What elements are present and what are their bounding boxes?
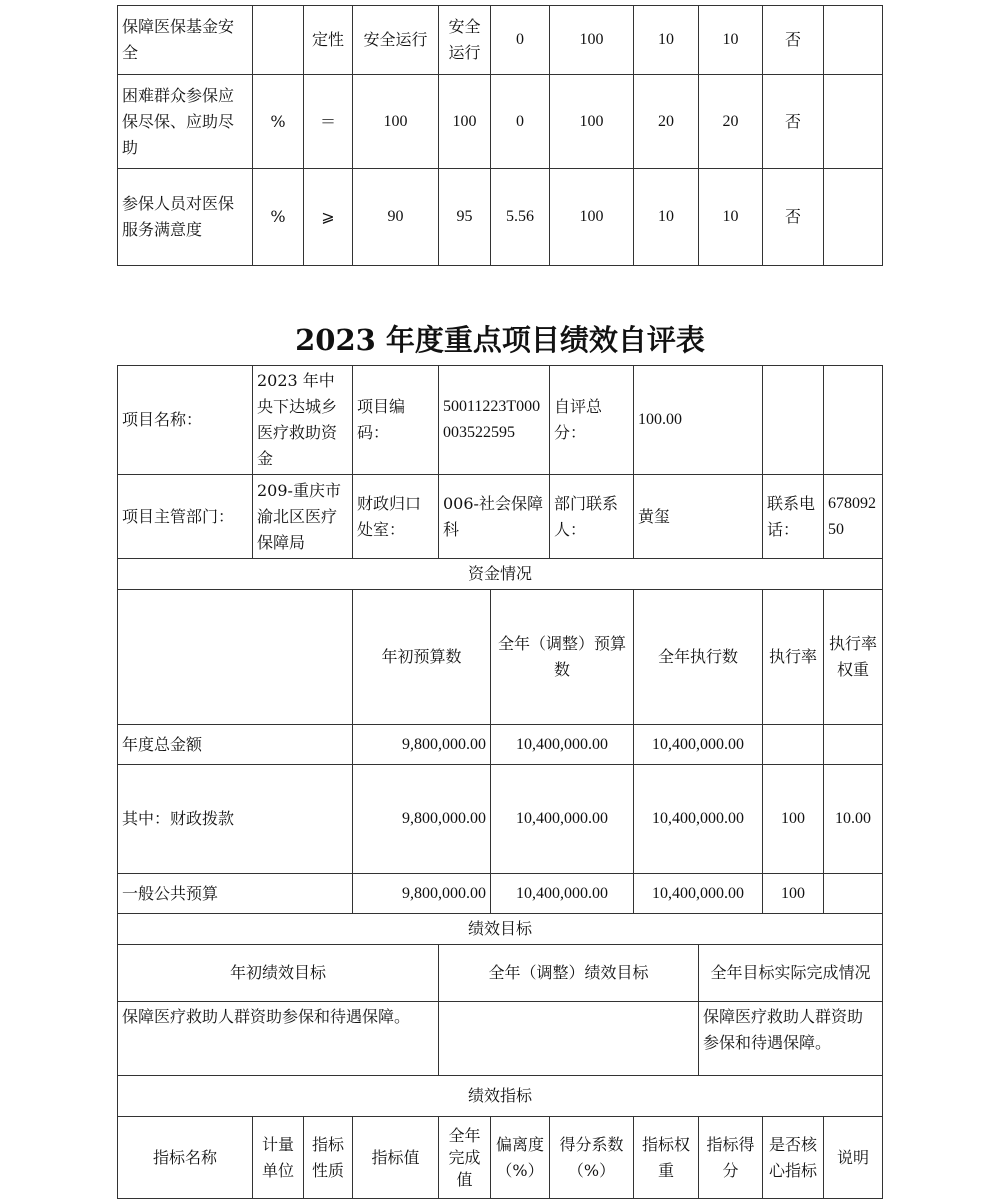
indicator-note	[824, 169, 883, 266]
funds-row-label: 其中：财政拨款	[118, 765, 353, 874]
indicator-weight: 10	[634, 169, 699, 266]
table-row	[118, 725, 883, 765]
indicator-weight: 10	[634, 6, 699, 75]
funds-header-adjusted: 全年（调整）预算数	[491, 590, 634, 725]
funds-rate	[763, 725, 824, 765]
funds-executed: 10,400,000.00	[634, 725, 763, 765]
funds-adjusted: 10,400,000.00	[491, 765, 634, 874]
section-header-row	[118, 559, 883, 590]
indicator-core: 否	[763, 75, 824, 169]
table-row	[118, 6, 883, 75]
funds-rate: 100	[763, 765, 824, 874]
funds-section-title: 资金情况	[118, 559, 883, 590]
indicator-actual: 安全运行	[439, 6, 491, 75]
funds-header-initial: 年初预算数	[353, 590, 491, 725]
self-score-value: 100.00	[634, 366, 763, 475]
dept-value: 209-重庆市渝北区医疗保障局	[253, 475, 353, 559]
indicator-score: 20	[699, 75, 763, 169]
goals-actual-header: 全年目标实际完成情况	[699, 945, 883, 1002]
indicator-continuation-table	[117, 5, 883, 266]
empty-cell	[763, 366, 824, 475]
goals-initial-header: 年初绩效目标	[118, 945, 439, 1002]
funds-row-label: 年度总金额	[118, 725, 353, 765]
goals-initial-text: 保障医疗救助人群资助参保和待遇保障。	[118, 1002, 439, 1076]
goals-adjusted-text	[439, 1002, 699, 1076]
goals-actual-text: 保障医疗救助人群资助参保和待遇保障。	[699, 1002, 883, 1076]
funds-adjusted: 10,400,000.00	[491, 725, 634, 765]
contact-label: 部门联系人：	[550, 475, 634, 559]
funds-initial: 9,800,000.00	[353, 725, 491, 765]
funds-weight: 10.00	[824, 765, 883, 874]
funds-header-weight: 执行率权重	[824, 590, 883, 725]
funds-weight	[824, 874, 883, 914]
indicator-header-name: 指标名称	[118, 1117, 253, 1199]
indicator-weight: 20	[634, 75, 699, 169]
indicator-header-core: 是否核心指标	[763, 1117, 824, 1199]
funds-header-executed: 全年执行数	[634, 590, 763, 725]
indicator-target: 100	[353, 75, 439, 169]
indicator-actual: 100	[439, 75, 491, 169]
indicator-nature: ＝	[304, 75, 353, 169]
indicator-score: 10	[699, 169, 763, 266]
indicator-header-note: 说明	[824, 1117, 883, 1199]
funds-initial: 9,800,000.00	[353, 765, 491, 874]
funds-row-label: 一般公共预算	[118, 874, 353, 914]
funds-header-rate: 执行率	[763, 590, 824, 725]
indicator-header-deviation: 偏离度（%）	[491, 1117, 550, 1199]
indicator-header-unit: 计量单位	[253, 1117, 304, 1199]
indicator-name: 参保人员对医保服务满意度	[118, 169, 253, 266]
indicator-coef: 100	[550, 6, 634, 75]
goals-header-row	[118, 945, 883, 1002]
office-label: 财政归口处室：	[353, 475, 439, 559]
funds-weight	[824, 725, 883, 765]
indicator-name: 困难群众参保应保尽保、应助尽助	[118, 75, 253, 169]
indicator-header-score: 指标得分	[699, 1117, 763, 1199]
funds-header-row	[118, 590, 883, 725]
project-info-row	[118, 475, 883, 559]
indicator-unit: %	[253, 75, 304, 169]
project-info-row	[118, 366, 883, 475]
empty-cell	[824, 366, 883, 475]
indicators-section-title: 绩效指标	[118, 1076, 883, 1117]
indicator-actual: 95	[439, 169, 491, 266]
table-row	[118, 765, 883, 874]
project-code-label: 项目编码：	[353, 366, 439, 475]
indicator-deviation: 0	[491, 6, 550, 75]
indicator-target: 安全运行	[353, 6, 439, 75]
indicator-nature: 定性	[304, 6, 353, 75]
indicators-header-row	[118, 1117, 883, 1199]
indicator-deviation: 5.56	[491, 169, 550, 266]
indicator-header-weight: 指标权重	[634, 1117, 699, 1199]
table-row	[118, 169, 883, 266]
phone-value: 67809250	[824, 475, 883, 559]
funds-executed: 10,400,000.00	[634, 874, 763, 914]
indicator-coef: 100	[550, 75, 634, 169]
indicator-name: 保障医保基金安全	[118, 6, 253, 75]
indicator-header-actual: 全年完成值	[439, 1117, 491, 1199]
indicator-unit	[253, 6, 304, 75]
indicator-coef: 100	[550, 169, 634, 266]
indicator-core: 否	[763, 169, 824, 266]
project-code-value: 50011223T000003522595	[439, 366, 550, 475]
indicator-nature: ⩾	[304, 169, 353, 266]
self-score-label: 自评总分：	[550, 366, 634, 475]
funds-rate: 100	[763, 874, 824, 914]
funds-initial: 9,800,000.00	[353, 874, 491, 914]
section-header-row	[118, 1076, 883, 1117]
contact-value: 黄玺	[634, 475, 763, 559]
funds-executed: 10,400,000.00	[634, 765, 763, 874]
dept-label: 项目主管部门：	[118, 475, 253, 559]
indicator-header-nature: 指标性质	[304, 1117, 353, 1199]
indicator-core: 否	[763, 6, 824, 75]
project-name-label: 项目名称：	[118, 366, 253, 475]
indicator-note	[824, 75, 883, 169]
indicator-note	[824, 6, 883, 75]
indicator-unit: %	[253, 169, 304, 266]
section-header-row	[118, 914, 883, 945]
goals-section-title: 绩效目标	[118, 914, 883, 945]
page-title: 2023 年度重点项目绩效自评表	[295, 323, 705, 357]
self-evaluation-table	[117, 365, 883, 1199]
indicator-deviation: 0	[491, 75, 550, 169]
goals-content-row	[118, 1002, 883, 1076]
funds-adjusted: 10,400,000.00	[491, 874, 634, 914]
indicator-header-target: 指标值	[353, 1117, 439, 1199]
project-name-value: 2023 年中央下达城乡医疗救助资金	[253, 366, 353, 475]
indicator-header-coef: 得分系数（%）	[550, 1117, 634, 1199]
office-value: 006-社会保障科	[439, 475, 550, 559]
phone-label: 联系电话：	[763, 475, 824, 559]
table-row	[118, 75, 883, 169]
indicator-target: 90	[353, 169, 439, 266]
empty-cell	[118, 590, 353, 725]
indicator-score: 10	[699, 6, 763, 75]
goals-adjusted-header: 全年（调整）绩效目标	[439, 945, 699, 1002]
table-row	[118, 874, 883, 914]
